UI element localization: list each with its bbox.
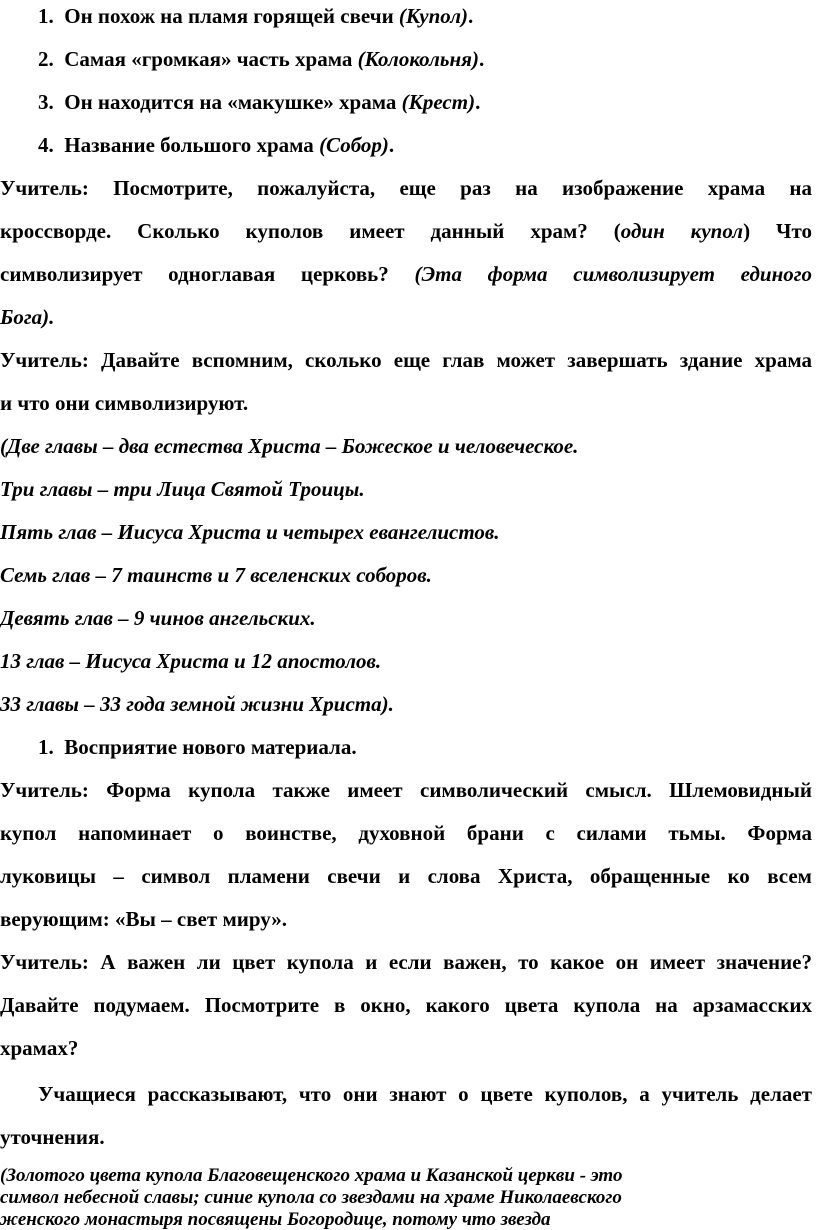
domes-line: Семь глав – 7 таинств и 7 вселенских соборов. — [0, 563, 432, 587]
paragraph-line: луковицы – символ пламени свечи и слова Христа, обращенные ко всем — [0, 864, 812, 888]
paragraph-line: купол напоминает о воинстве, духовной брани с силами тьмы. Форма — [0, 821, 812, 845]
paragraph-line: символизирует одноглавая церковь? (Эта форма символизирует единого — [0, 262, 812, 286]
paragraph-line: кроссворде. Сколько куполов имеет данный храм? (один купол) Что — [0, 219, 812, 243]
paragraph-line: Учитель: Посмотрите, пожалуйста, еще раз на изображение храма на — [0, 176, 812, 200]
domes-line: Пять глав – Иисуса Христа и четырех евангелистов. — [0, 520, 500, 544]
paragraph-line: храмах? — [0, 1036, 79, 1060]
paragraph-line: Бога). — [0, 305, 55, 329]
paragraph-line: и что они символизируют. — [0, 391, 249, 415]
paragraph-line: уточнения. — [0, 1125, 105, 1149]
domes-line: 33 главы – 33 года земной жизни Христа). — [0, 692, 394, 716]
paragraph-line: Учитель: Давайте вспомним, сколько еще глав может завершать здание храма — [0, 348, 812, 372]
paragraph-line: Учащиеся рассказывают, что они знают о цвете куполов, а учитель делает — [38, 1082, 812, 1106]
paragraph-line: Учитель: Форма купола также имеет символический смысл. Шлемовидный — [0, 778, 812, 802]
paragraph-line: символ небесной славы; синие купола со звездами на храме Николаевского — [0, 1187, 622, 1208]
list-item: 2. Самая «громкая» часть храма (Колокольня). — [38, 47, 485, 71]
paragraph-line: Давайте подумаем. Посмотрите в окно, какого цвета купола на арзамасских — [0, 993, 812, 1017]
domes-line: (Две главы – два естества Христа – Божеское и человеческое. — [0, 434, 579, 458]
domes-line: Девять глав – 9 чинов ангельских. — [0, 606, 316, 630]
domes-line: Три главы – три Лица Святой Троицы. — [0, 477, 365, 501]
list-item: 1. Он похож на пламя горящей свечи (Купол). — [38, 4, 474, 28]
list-item: 3. Он находится на «макушке» храма (Крест). — [38, 90, 481, 114]
paragraph-line: Учитель: А важен ли цвет купола и если важен, то какое он имеет значение? — [0, 950, 812, 974]
paragraph-line: верующим: «Вы – свет миру». — [0, 907, 288, 931]
paragraph-line: (Золотого цвета купола Благовещенского храма и Казанской церкви - это — [0, 1165, 623, 1186]
section-heading: 1. Восприятие нового материала. — [38, 735, 357, 759]
list-item: 4. Название большого храма (Собор). — [38, 133, 395, 157]
domes-line: 13 глав – Иисуса Христа и 12 апостолов. — [0, 649, 382, 673]
paragraph-line: женского монастыря посвящены Богородице, потому что звезда — [0, 1209, 551, 1230]
